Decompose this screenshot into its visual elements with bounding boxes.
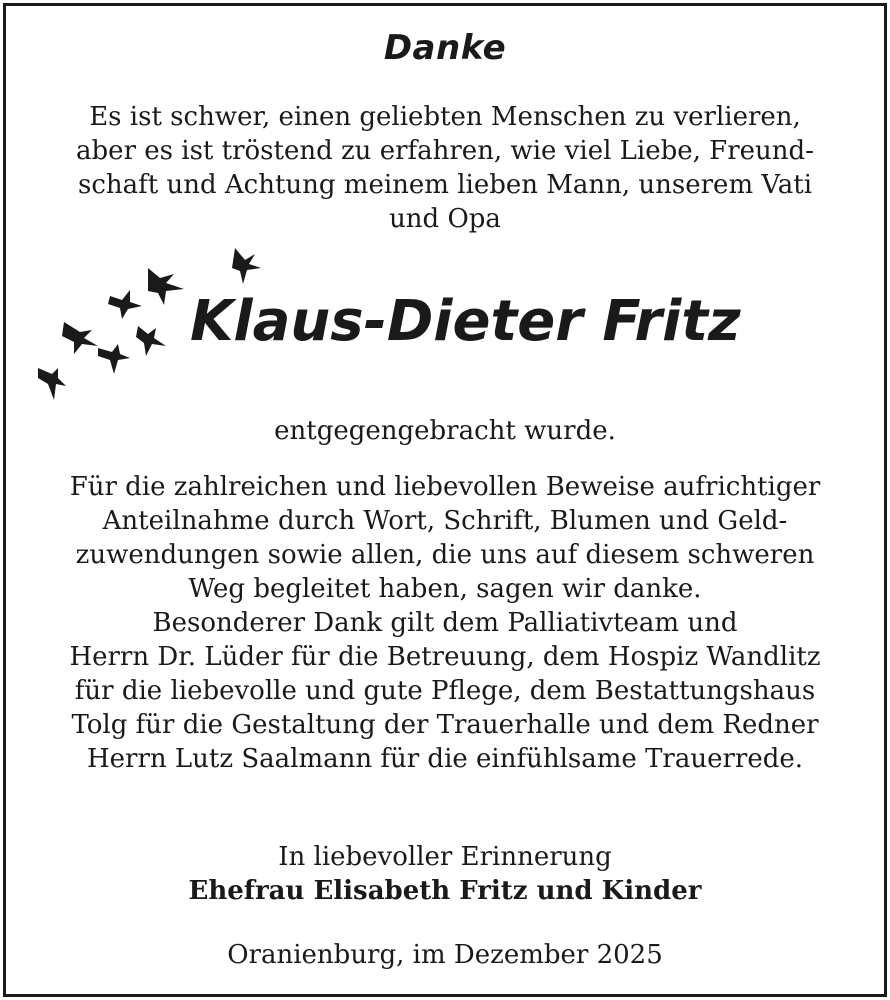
intro-line: aber es ist tröstend zu erfahren, wie viel Liebe, Freund- — [76, 136, 814, 166]
body-line: Herrn Lutz Saalmann für die einfühlsame Trauerrede. — [86, 744, 804, 774]
body-line: Für die zahlreichen und liebevollen Beweise aufrichtiger — [69, 472, 821, 502]
body-line: Besonderer Dank gilt dem Palliativteam und — [152, 608, 738, 638]
bird-icon — [38, 368, 66, 400]
place-date-line: Oranienburg, im Dezember 2025 — [227, 940, 663, 970]
signatories-line: Ehefrau Elisabeth Fritz und Kinder — [188, 876, 702, 906]
body-line: Weg begleitet haben, sagen wir danke. — [188, 574, 702, 604]
bird-icon — [108, 290, 142, 319]
body-text — [0, 470, 890, 776]
bird-icon — [62, 322, 98, 354]
bird-icon — [136, 326, 166, 356]
closing-block — [0, 840, 890, 908]
body-line: Anteilnahme durch Wort, Schrift, Blumen und Geld- — [102, 506, 788, 536]
place-date — [0, 938, 890, 972]
body-line: Tolg für die Gestaltung der Trauerhalle und dem Redner — [71, 710, 819, 740]
body-line: zuwendungen sowie allen, die uns auf diesem schweren — [75, 540, 815, 570]
deceased-name: Klaus-Dieter Fritz — [190, 289, 741, 354]
intro-text — [0, 100, 890, 236]
received-line: entgegengebracht wurde. — [274, 416, 616, 446]
bird-icon — [98, 344, 130, 374]
received-text — [0, 414, 890, 448]
intro-line: schaft und Achtung meinem lieben Mann, unserem Vati — [77, 170, 813, 200]
heading-danke: Danke — [383, 28, 507, 68]
body-line: für die liebevolle und gute Pflege, dem Bestattungshaus — [74, 676, 816, 706]
bird-icon — [232, 248, 261, 284]
intro-line: und Opa — [389, 204, 501, 234]
remembrance-line: In liebevoller Erinnerung — [278, 842, 612, 872]
bird-icon — [148, 268, 184, 305]
body-line: Herrn Dr. Lüder für die Betreuung, dem Hospiz Wandlitz — [69, 642, 821, 672]
intro-line: Es ist schwer, einen geliebten Menschen zu verlieren, — [89, 102, 801, 132]
